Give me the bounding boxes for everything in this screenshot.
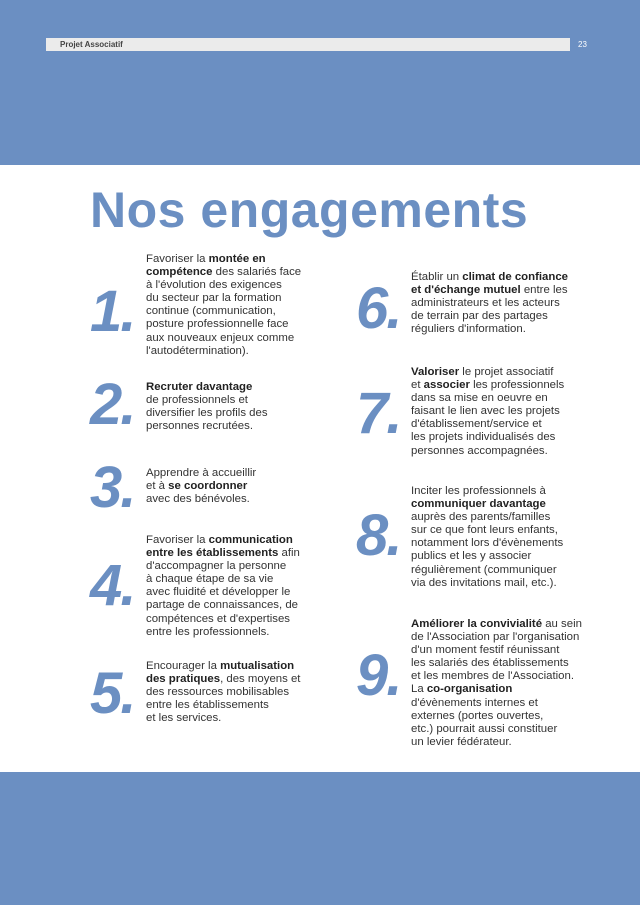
engagement-text [146, 467, 256, 506]
text-line [146, 467, 256, 480]
text-line [146, 394, 268, 407]
text-line [146, 599, 300, 612]
text-line [146, 381, 268, 394]
text-line [411, 683, 582, 696]
engagement-number: 5. [90, 661, 135, 726]
text-line [411, 310, 568, 323]
text-line [146, 534, 300, 547]
bold-text: communiquer davantage [411, 498, 546, 511]
text-run: de terrain par des partages [411, 310, 548, 323]
text-run: les projets individualisés des [411, 431, 556, 444]
page-number: 23 [578, 40, 587, 49]
bold-text: montée en [208, 253, 266, 265]
bold-text: entre les établissements [146, 547, 279, 560]
text-line [146, 493, 256, 506]
text-line [146, 626, 300, 639]
text-line [411, 564, 563, 577]
text-run: administrateurs et les acteurs [411, 297, 560, 310]
text-line [146, 613, 300, 626]
text-line [411, 697, 582, 710]
bold-text: se coordonner [168, 480, 248, 493]
bold-text: des pratiques [146, 673, 221, 686]
text-line [411, 537, 563, 550]
text-run: et les membres de l'Association. [411, 670, 574, 683]
text-line [146, 480, 256, 493]
text-line [411, 418, 564, 431]
engagement-number: 3. [90, 455, 135, 520]
text-run: posture professionnelle face [146, 318, 289, 331]
bold-text: associer [423, 379, 470, 392]
engagement-number: 2. [90, 372, 135, 437]
engagement-text [146, 660, 300, 725]
text-run: avec fluidité et développer le [146, 586, 291, 599]
text-run: sur ce que font leurs enfants, [411, 524, 558, 537]
text-line [146, 279, 301, 292]
text-line [411, 577, 563, 590]
header-title: Projet Associatif [60, 40, 123, 49]
text-run: Apprendre à accueillir [146, 467, 257, 479]
text-run: avec des bénévoles. [146, 493, 250, 506]
text-run: le projet associatif [459, 366, 554, 378]
text-run: les professionnels [469, 379, 565, 392]
text-line [146, 318, 301, 331]
engagement-number: 8. [356, 503, 401, 568]
text-run: diversifier les profils des [146, 407, 268, 420]
text-run: auprès des parents/familles [411, 511, 551, 524]
text-line [411, 723, 582, 736]
text-line [146, 305, 301, 318]
text-run: Inciter les professionnels à [411, 485, 546, 497]
text-line [146, 686, 300, 699]
text-run: des ressources mobilisables [146, 686, 290, 699]
engagement-number: 7. [356, 381, 401, 446]
bold-text: co-organisation [426, 683, 513, 696]
text-line [146, 660, 300, 673]
text-run: La [411, 683, 427, 696]
text-run: à chaque étape de sa vie [146, 573, 274, 586]
text-line [411, 431, 564, 444]
text-run: des salariés face [212, 266, 302, 279]
text-line [411, 631, 582, 644]
text-run: entre les établissements [146, 699, 269, 712]
page-title: Nos engagements [90, 182, 529, 238]
text-line [411, 485, 563, 498]
text-line [146, 699, 300, 712]
engagement-number: 9. [356, 643, 401, 708]
engagement-text [146, 253, 301, 358]
text-line [146, 560, 300, 573]
text-run: régulièrement (communiquer [411, 563, 557, 576]
engagement-text [411, 366, 564, 458]
text-line [146, 253, 301, 266]
bold-text: Valoriser [411, 366, 460, 378]
text-line [146, 712, 300, 725]
text-run: d'établissement/service et [411, 418, 542, 431]
text-run: un levier fédérateur. [411, 735, 512, 748]
text-run: afin [278, 547, 300, 560]
bold-text: Améliorer la convivialité [411, 618, 543, 630]
text-run: au sein [542, 618, 582, 630]
text-line [411, 366, 564, 379]
text-run: du secteur par la formation [146, 292, 282, 305]
text-run: d'évènements internes et [411, 696, 538, 709]
text-run: etc.) pourrait aussi constituer [411, 722, 558, 735]
text-run: externes (portes ouvertes, [411, 709, 544, 722]
text-run: faisant le lien avec les projets [411, 405, 560, 418]
text-line [146, 407, 268, 420]
text-run: et les services. [146, 712, 222, 725]
text-line [146, 332, 301, 345]
text-line [146, 292, 301, 305]
text-line [411, 618, 582, 631]
text-run: l'autodétermination). [146, 344, 249, 357]
bold-text: mutualisation [220, 660, 295, 672]
text-line [411, 670, 582, 683]
text-run: de l'Association par l'organisation [411, 631, 580, 644]
text-run: , des moyens et [220, 673, 301, 686]
text-run: Encourager la [146, 660, 221, 672]
text-run: entre les [520, 284, 568, 297]
text-line [411, 405, 564, 418]
text-run: d'accompagner la personne [146, 560, 287, 573]
text-line [411, 392, 564, 405]
bold-text: et d'échange mutuel [411, 284, 521, 297]
engagement-text [146, 381, 268, 433]
text-run: Favoriser la [146, 253, 209, 265]
text-run: continue (communication, [146, 305, 276, 318]
text-line [411, 550, 563, 563]
text-line [146, 420, 268, 433]
top-band [0, 0, 640, 165]
text-line [146, 345, 301, 358]
text-line [411, 710, 582, 723]
text-line [411, 524, 563, 537]
text-run: entre les professionnels. [146, 625, 270, 638]
bold-text: Recruter davantage [146, 381, 253, 393]
text-line [146, 673, 300, 686]
text-run: publics et les y associer [411, 550, 532, 563]
text-line [411, 644, 582, 657]
text-line [411, 498, 563, 511]
text-line [411, 271, 568, 284]
text-run: d'un moment festif réunissant [411, 644, 560, 657]
text-run: de professionnels et [146, 394, 248, 407]
bottom-band [0, 772, 640, 905]
text-run: notamment lors d'évènements [411, 537, 564, 550]
text-run: Établir un [411, 271, 463, 283]
text-run: aux nouveaux enjeux comme [146, 331, 295, 344]
text-run: partage de connaissances, de [146, 599, 298, 612]
text-run: compétences et d'expertises [146, 612, 291, 625]
text-run: personnes recrutées. [146, 420, 254, 433]
text-line [411, 511, 563, 524]
text-line [411, 736, 582, 749]
text-line [411, 379, 564, 392]
engagement-number: 4. [90, 553, 135, 618]
engagement-text [146, 534, 300, 639]
text-run: les salariés des établissements [411, 657, 569, 670]
text-run: via des invitations mail, etc.). [411, 576, 557, 589]
text-run: Favoriser la [146, 534, 209, 546]
text-line [146, 547, 300, 560]
engagement-text [411, 618, 582, 749]
engagement-number: 1. [90, 279, 135, 344]
text-line [411, 445, 564, 458]
text-line [146, 266, 301, 279]
bold-text: compétence [146, 266, 213, 279]
text-line [146, 573, 300, 586]
text-line [411, 297, 568, 310]
text-line [146, 586, 300, 599]
text-line [411, 323, 568, 336]
bold-text: climat de confiance [462, 271, 569, 283]
text-run: et à [146, 480, 169, 493]
text-run: à l'évolution des exigences [146, 279, 282, 292]
text-run: réguliers d'information. [411, 323, 526, 336]
text-line [411, 284, 568, 297]
engagement-text [411, 485, 563, 590]
text-line [411, 657, 582, 670]
engagement-number: 6. [356, 276, 401, 341]
engagement-text [411, 271, 568, 336]
text-run: dans sa mise en oeuvre en [411, 392, 548, 405]
text-run: personnes accompagnées. [411, 444, 548, 457]
bold-text: communication [208, 534, 293, 546]
text-run: et [411, 379, 424, 392]
header-bar [46, 38, 570, 51]
